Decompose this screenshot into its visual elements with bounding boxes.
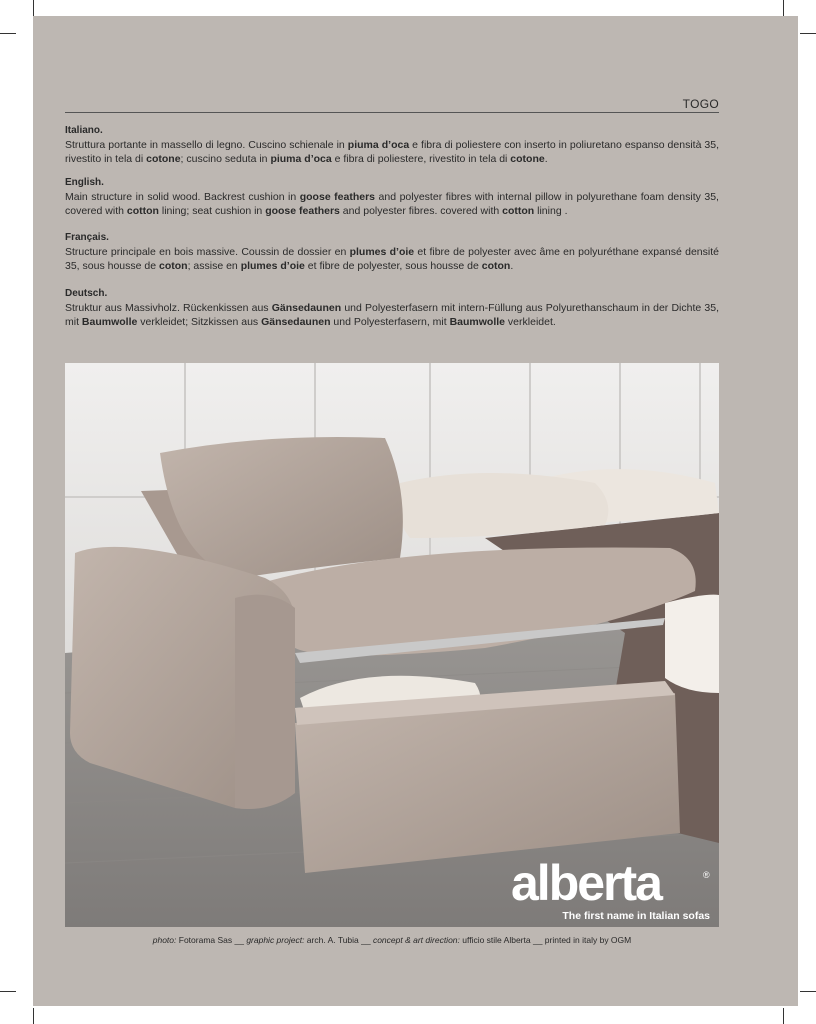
body-run: Struktur aus Massivholz. Rückenkissen aus [65,302,272,314]
body-run: und Polyesterfasern, mit [330,316,450,328]
section-body [65,301,719,329]
body-run: lining; seat cushion in [158,205,266,217]
body-run: Main structure in solid wood. Backrest cushion in [65,191,300,203]
body-run: verkleidet. [505,316,556,328]
brand-tagline: The first name in Italian sofas [562,910,710,922]
body-run: Structure principale en bois massive. Coussin de dossier en [65,246,350,258]
body-run: e fibra di poliestere con inserto in poliuretano espanso densità 35, rivestito in tela di [65,139,720,165]
body-run: e fibra di poliestere, rivestito in tela di [331,153,511,165]
bold-term: cotone [146,153,181,165]
crop-mark-bottom-right-v [783,1008,784,1024]
bold-term: plumes d’oie [349,246,415,258]
bold-term: piuma d’oca [270,153,332,165]
product-photo [65,363,719,927]
bold-term: plumes d’oie [240,260,305,272]
bold-term: cotone [510,153,545,165]
registered-mark: ® [703,870,710,880]
section-language-title: Deutsch. [65,288,108,299]
body-run: and polyester fibres with internal pillow in polyurethane foam density 35, covered with [65,191,719,217]
crop-mark-top-left-h [0,33,16,34]
pillow-back-left [397,473,609,538]
sofa-arm-front [235,595,295,809]
product-title: TOGO [682,97,719,111]
body-run: lining . [534,205,568,217]
bold-term: coton [481,260,511,272]
section-german [65,288,719,329]
crop-mark-bottom-left-h [0,991,16,992]
bold-term: goose feathers [265,205,340,217]
bold-term: cotton [502,205,535,217]
section-language-title: Italiano. [65,125,103,136]
bold-term: cotton [126,205,159,217]
body-run: Struttura portante in massello di legno. Cuscino schienale in [65,139,348,151]
body-run: et fibre de polyester avec âme en polyuréthane expansé densité 35, sous housse de [65,246,719,272]
body-run: verkleidet; Sitzkissen aus [137,316,262,328]
section-english [65,177,719,218]
bold-term: Gänsedaunen [261,316,331,328]
credit-photo-label: photo: [152,935,177,945]
credit-graphic-value: arch. A. Tubia __ [304,935,373,945]
brand-logo-text: alberta [511,855,661,911]
crop-mark-top-right-v [783,0,784,16]
bold-term: Baumwolle [81,316,138,328]
bold-term: coton [158,260,188,272]
section-italian [65,125,719,166]
bold-term: goose feathers [299,191,376,203]
section-body [65,245,719,273]
crop-mark-top-right-h [800,33,816,34]
bold-term: Baumwolle [449,316,506,328]
crop-mark-bottom-left-v [33,1008,34,1024]
crop-mark-bottom-right-h [800,991,816,992]
bed-sheet [665,595,719,693]
bold-term: piuma d’oca [347,139,410,151]
credit-photo-value: Fotorama Sas __ [176,935,247,945]
body-run: ; assise en [187,260,241,272]
body-run: et fibre de polyester, sous housse de [304,260,482,272]
credit-concept-label: concept & art direction: [372,935,460,945]
body-run: . [510,260,514,272]
body-run: and polyester fibres. covered with [339,205,503,217]
section-language-title: Français. [65,232,109,243]
body-run: ; cuscino seduta in [180,153,271,165]
credit-concept-value: ufficio stile Alberta __ printed in italy by OGM [459,935,632,945]
section-body [65,138,719,166]
section-body [65,190,719,218]
header-rule [65,112,719,113]
photo-credits [65,935,719,945]
section-language-title: English. [65,177,104,188]
crop-mark-top-left-v [33,0,34,16]
credit-graphic-label: graphic project: [246,935,305,945]
body-run: und Polyesterfasern mit intern-Füllung aus Polyurethanschaum in der Dichte 35, mit [65,302,719,328]
catalog-page [33,16,798,1006]
bold-term: Gänsedaunen [271,302,342,314]
body-run: . [544,153,548,165]
section-french [65,232,719,273]
